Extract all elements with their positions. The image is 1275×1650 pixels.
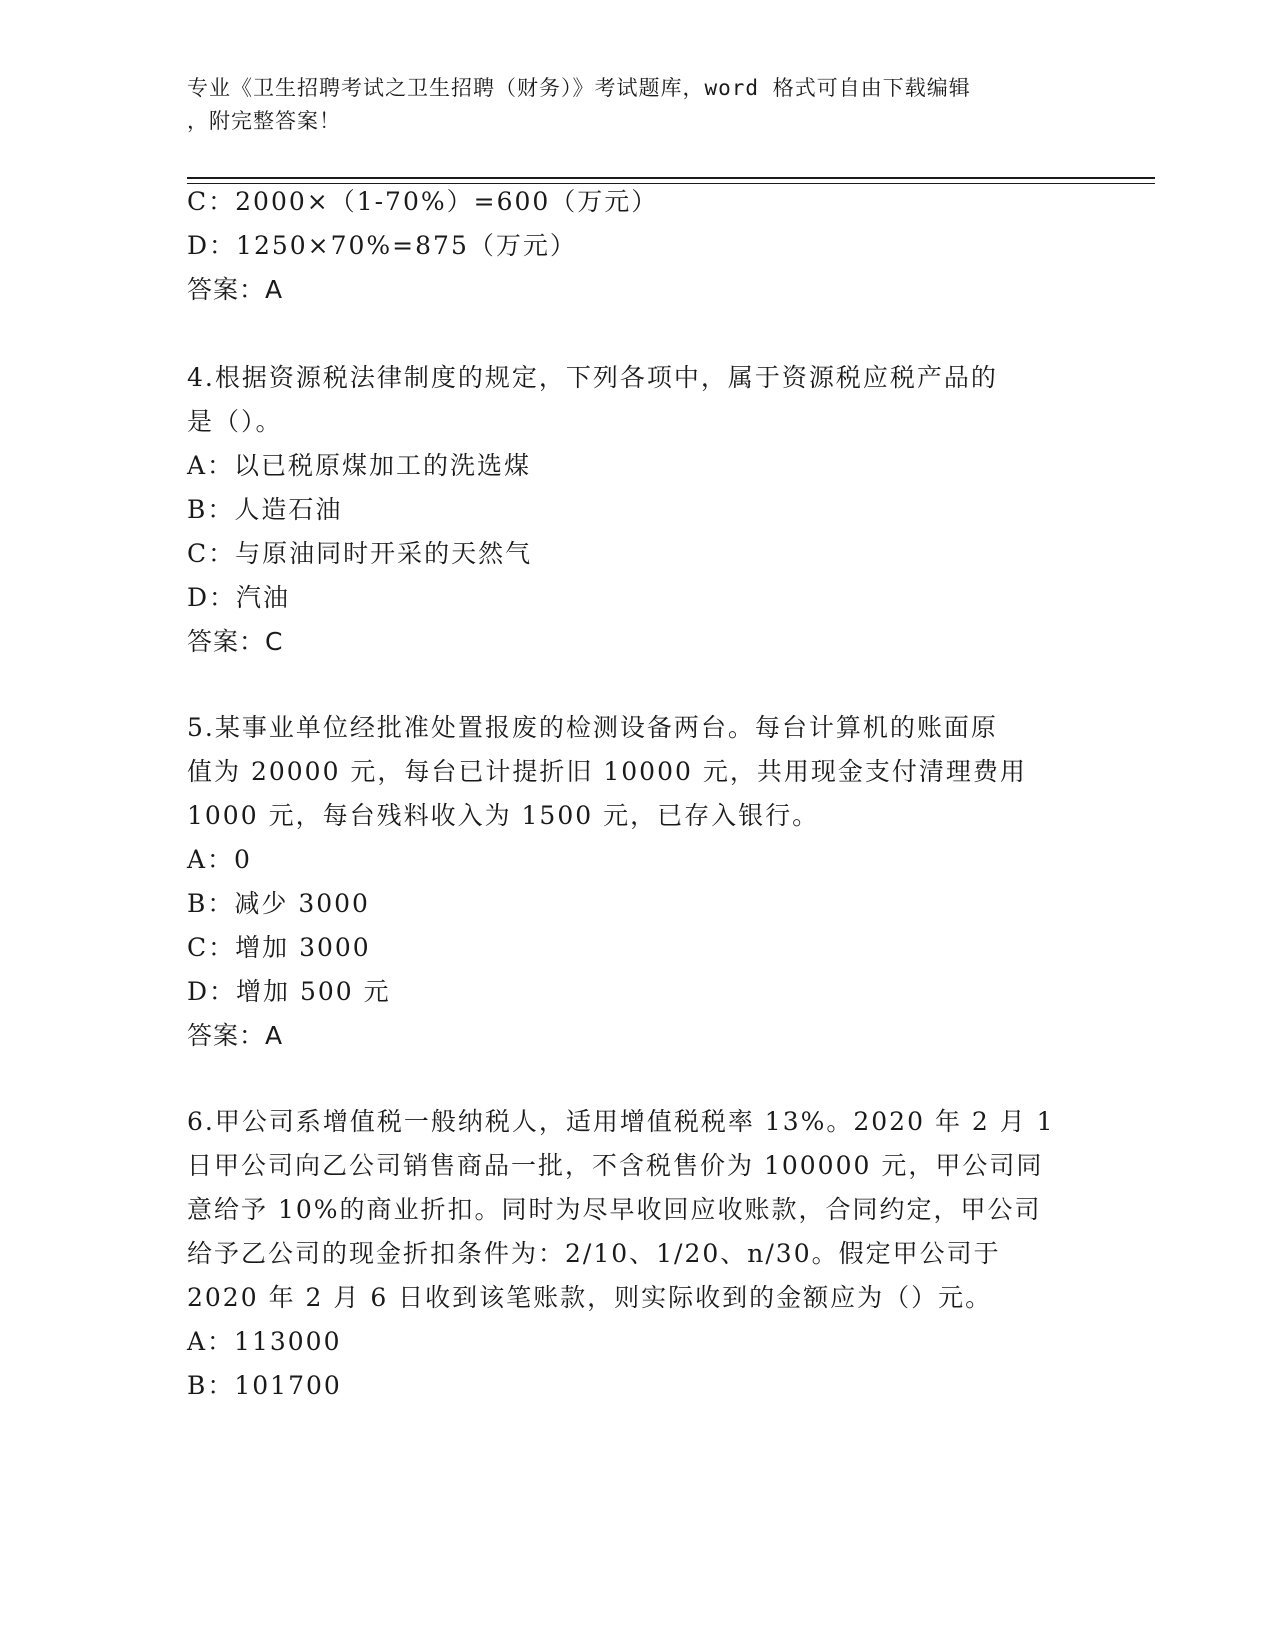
question-4-stem-line-1: 4.根据资源税法律制度的规定，下列各项中，属于资源税应税产品的	[187, 363, 998, 392]
prev-question-option-d: D：1250×70%=875（万元）	[187, 231, 577, 260]
question-5-option-d: D：增加 500 元	[187, 977, 391, 1006]
question-6-stem-line-4: 给予乙公司的现金折扣条件为：2/10、1/20、n/30。假定甲公司于	[187, 1239, 1001, 1268]
question-4-answer: 答案：C	[187, 627, 284, 656]
question-6-option-a: A：113000	[187, 1327, 342, 1356]
question-6-stem-line-1: 6.甲公司系增值税一般纳税人，适用增值税税率 13%。2020 年 2 月 1	[187, 1107, 1055, 1136]
question-4-option-a: A：以已税原煤加工的洗选煤	[187, 451, 532, 480]
question-4-option-c: C：与原油同时开采的天然气	[187, 539, 533, 568]
question-6-stem-line-5: 2020 年 2 月 6 日收到该笔账款，则实际收到的金额应为（）元。	[187, 1283, 993, 1312]
question-4-option-d: D：汽油	[187, 583, 291, 612]
document-header	[187, 72, 1067, 138]
header-line-1: 专业《卫生招聘考试之卫生招聘（财务）》考试题库，word 格式可自由下载编辑	[187, 76, 971, 100]
question-4-stem-line-2: 是（）。	[187, 407, 283, 436]
question-5-option-b: B：减少 3000	[187, 889, 370, 918]
header-divider-thick	[187, 177, 1155, 179]
question-6-stem-line-2: 日甲公司向乙公司销售商品一批，不含税售价为 100000 元，甲公司同	[187, 1151, 1044, 1180]
question-5-stem-line-1: 5.某事业单位经批准处置报废的检测设备两台。每台计算机的账面原	[187, 713, 998, 742]
question-5-stem-line-2: 值为 20000 元，每台已计提折旧 10000 元，共用现金支付清理费用	[187, 757, 1027, 786]
prev-question-option-c: C：2000×（1-70%）=600（万元）	[187, 187, 659, 216]
question-5-option-c: C：增加 3000	[187, 933, 371, 962]
header-divider-thin	[187, 183, 1155, 184]
question-5-answer: 答案：A	[187, 1021, 284, 1050]
question-4-option-b: B：人造石油	[187, 495, 343, 524]
question-5-option-a: A：0	[187, 845, 252, 874]
question-6-option-b: B：101700	[187, 1371, 342, 1400]
header-line-2: ，附完整答案！	[187, 109, 341, 133]
question-5-stem-line-3: 1000 元，每台残料收入为 1500 元，已存入银行。	[187, 801, 820, 830]
question-6-stem-line-3: 意给予 10%的商业折扣。同时为尽早收回应收账款，合同约定，甲公司	[187, 1195, 1042, 1224]
prev-question-answer: 答案：A	[187, 275, 284, 304]
